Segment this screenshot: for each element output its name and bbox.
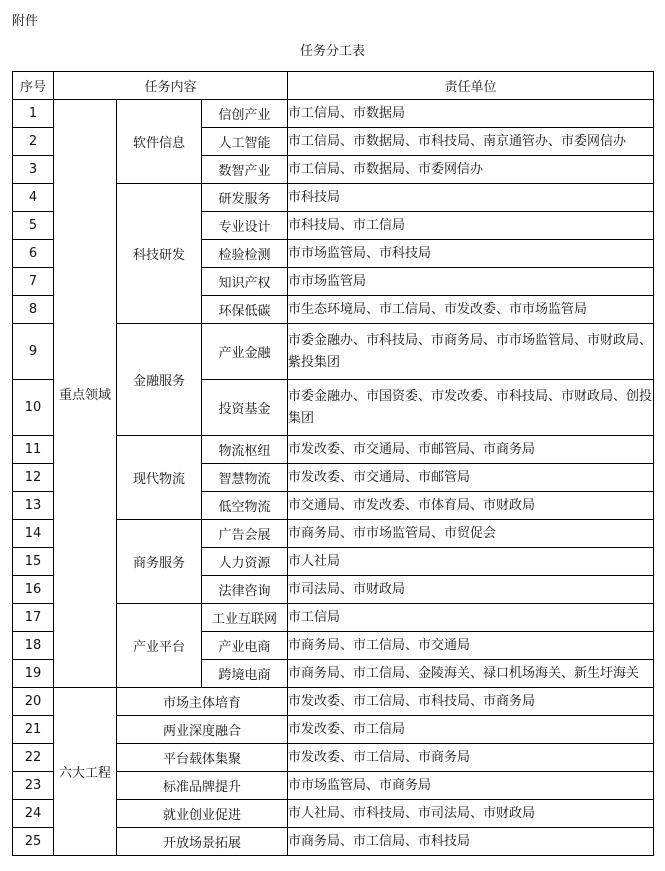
responsible-unit: 市工信局: [288, 604, 654, 632]
row-number: 10: [13, 380, 54, 436]
row-number: 18: [13, 632, 54, 660]
task-item: 产业电商: [202, 632, 288, 660]
responsible-unit: 市科技局: [288, 184, 654, 212]
row-number: 21: [13, 716, 54, 744]
task-item: 智慧物流: [202, 464, 288, 492]
row-number: 1: [13, 100, 54, 128]
table-header-row: [13, 72, 654, 100]
responsible-unit: 市市场监管局、市科技局: [288, 240, 654, 268]
responsible-unit: 市工信局、市数据局、市科技局、南京通管办、市委网信办: [288, 128, 654, 156]
responsible-unit: 市发改委、市交通局、市邮管局、市商务局: [288, 436, 654, 464]
responsible-unit: 市发改委、市工信局、市科技局、市商务局: [288, 688, 654, 716]
task-item: 信创产业: [202, 100, 288, 128]
row-number: 2: [13, 128, 54, 156]
responsible-unit: 市发改委、市工信局、市商务局: [288, 744, 654, 772]
domain-cell: 六大工程: [54, 688, 117, 856]
responsible-unit: 市委金融办、市科技局、市商务局、市市场监管局、市财政局、紫投集团: [288, 324, 654, 380]
task-item: 标准品牌提升: [117, 772, 288, 800]
task-item: 法律咨询: [202, 576, 288, 604]
header-unit: 责任单位: [288, 72, 654, 100]
task-item: 就业创业促进: [117, 800, 288, 828]
responsible-unit: 市商务局、市工信局、市科技局: [288, 828, 654, 856]
row-number: 22: [13, 744, 54, 772]
task-item: 平台载体集聚: [117, 744, 288, 772]
row-number: 3: [13, 156, 54, 184]
row-number: 9: [13, 324, 54, 380]
table-row: [13, 100, 654, 128]
responsible-unit: 市市场监管局: [288, 268, 654, 296]
row-number: 7: [13, 268, 54, 296]
responsible-unit: 市工信局、市数据局: [288, 100, 654, 128]
responsible-unit: 市交通局、市发改委、市体育局、市财政局: [288, 492, 654, 520]
task-item: 研发服务: [202, 184, 288, 212]
task-item: 两业深度融合: [117, 716, 288, 744]
task-item: 人工智能: [202, 128, 288, 156]
responsible-unit: 市发改委、市工信局: [288, 716, 654, 744]
row-number: 6: [13, 240, 54, 268]
task-item: 数智产业: [202, 156, 288, 184]
responsible-unit: 市市场监管局、市商务局: [288, 772, 654, 800]
domain-cell: 重点领域: [54, 100, 117, 688]
category-cell: 金融服务: [117, 324, 202, 436]
table-row: [13, 688, 654, 716]
task-item: 产业金融: [202, 324, 288, 380]
task-item: 检验检测: [202, 240, 288, 268]
responsible-unit: 市人社局、市科技局、市司法局、市财政局: [288, 800, 654, 828]
row-number: 12: [13, 464, 54, 492]
row-number: 5: [13, 212, 54, 240]
row-number: 24: [13, 800, 54, 828]
row-number: 17: [13, 604, 54, 632]
task-item: 跨境电商: [202, 660, 288, 688]
row-number: 8: [13, 296, 54, 324]
task-item: 环保低碳: [202, 296, 288, 324]
row-number: 14: [13, 520, 54, 548]
responsible-unit: 市科技局、市工信局: [288, 212, 654, 240]
responsible-unit: 市发改委、市交通局、市邮管局: [288, 464, 654, 492]
task-table: [12, 71, 654, 856]
category-cell: 现代物流: [117, 436, 202, 520]
responsible-unit: 市生态环境局、市工信局、市发改委、市市场监管局: [288, 296, 654, 324]
task-item: 开放场景拓展: [117, 828, 288, 856]
task-item: 低空物流: [202, 492, 288, 520]
task-item: 人力资源: [202, 548, 288, 576]
attachment-label: 附件: [12, 14, 39, 29]
responsible-unit: 市商务局、市工信局、金陵海关、禄口机场海关、新生圩海关: [288, 660, 654, 688]
category-cell: 软件信息: [117, 100, 202, 184]
task-item: 知识产权: [202, 268, 288, 296]
task-item: 广告会展: [202, 520, 288, 548]
category-cell: 科技研发: [117, 184, 202, 324]
table-body: [13, 100, 654, 856]
task-item: 投资基金: [202, 380, 288, 436]
category-cell: 产业平台: [117, 604, 202, 688]
responsible-unit: 市人社局: [288, 548, 654, 576]
category-cell: 商务服务: [117, 520, 202, 604]
responsible-unit: 市委金融办、市国资委、市发改委、市科技局、市财政局、创投集团: [288, 380, 654, 436]
row-number: 23: [13, 772, 54, 800]
row-number: 19: [13, 660, 54, 688]
page-title: 任务分工表: [299, 44, 365, 59]
header-content: 任务内容: [54, 72, 288, 100]
responsible-unit: 市司法局、市财政局: [288, 576, 654, 604]
responsible-unit: 市工信局、市数据局、市委网信办: [288, 156, 654, 184]
row-number: 4: [13, 184, 54, 212]
row-number: 16: [13, 576, 54, 604]
task-item: 专业设计: [202, 212, 288, 240]
row-number: 13: [13, 492, 54, 520]
responsible-unit: 市商务局、市工信局、市交通局: [288, 632, 654, 660]
task-item: 物流枢纽: [202, 436, 288, 464]
task-item: 市场主体培育: [117, 688, 288, 716]
header-no: 序号: [13, 72, 54, 100]
row-number: 15: [13, 548, 54, 576]
responsible-unit: 市商务局、市市场监管局、市贸促会: [288, 520, 654, 548]
row-number: 11: [13, 436, 54, 464]
row-number: 25: [13, 828, 54, 856]
row-number: 20: [13, 688, 54, 716]
task-item: 工业互联网: [202, 604, 288, 632]
